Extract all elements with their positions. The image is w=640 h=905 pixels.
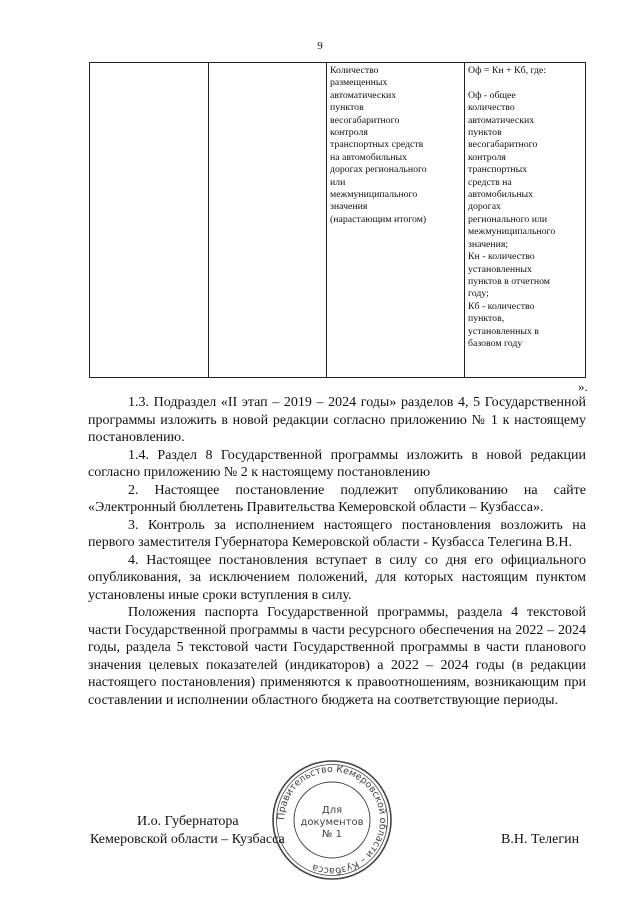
paragraph-2: 2. Настоящее постановление подлежит опубликованию на сайте «Электронный бюллетень Правительства Кемеровской области – Кузбасса».	[88, 482, 586, 515]
paragraph-provisions: Положения паспорта Государственной программы, раздела 4 текстовой части Государственной программы в части ресурсного обеспечения на 2022 – 2024 годы, раздела 5 текстовой части Государственной программы в части планового значения целевых показателей (индикаторов) а 2022 – 2024 годы (в редакции настоящего постановления) применяются к правоотношениям, возникающим при составлении и исполнении областного бюджета на соответствующие периоды.	[88, 605, 586, 708]
formula-line: регионального или	[468, 213, 548, 225]
indicator-line: весогабаритного	[330, 114, 400, 126]
signatory-position-line-1: И.о. Губернатора	[137, 814, 239, 829]
formula-line: контроля	[468, 151, 506, 163]
indicator-line: значения	[330, 201, 368, 213]
indicator-line: или	[330, 176, 346, 188]
formula-line: Оф - общее	[468, 89, 516, 101]
table-cell-empty-1	[90, 63, 209, 378]
stamp-ring-text: Правительство Кемеровской области – Кузбасса	[275, 763, 389, 877]
formula-line: средств на	[468, 176, 512, 188]
indicator-line: пунктов	[330, 102, 364, 114]
indicator-line: на автомобильных	[330, 151, 408, 163]
formula-line: автомобильных	[468, 189, 533, 201]
formula-line: пунктов,	[468, 313, 505, 325]
formula-line: дорогах	[468, 201, 501, 213]
formula-line: базовом году	[468, 337, 523, 349]
indicator-line: (нарастающим итогом)	[330, 213, 427, 225]
table-row	[90, 63, 586, 378]
table-cell-empty-2	[209, 63, 327, 378]
formula-line: установленных	[468, 263, 532, 275]
indicator-line: размещенных	[330, 77, 388, 89]
indicator-table	[89, 62, 586, 378]
document-body	[88, 394, 586, 709]
signatory-position-line-2: Кемеровской области – Кузбасса	[90, 832, 285, 847]
formula-line: установленных в	[468, 325, 539, 337]
indicator-line: Количество	[330, 65, 379, 76]
paragraph-1-3: 1.3. Подраздел «II этап – 2019 – 2024 годы» разделов 4, 5 Государственной программы изложить в новой редакции согласно приложению № 1 к настоящему постановлению.	[88, 395, 586, 445]
indicator-name-cell	[327, 63, 465, 378]
formula-line: пунктов в отчетном	[468, 275, 550, 287]
formula-line: значения;	[468, 238, 509, 250]
formula-cell	[465, 63, 586, 378]
formula-line	[468, 77, 582, 89]
formula-line: количество	[468, 102, 515, 114]
formula-line: автоматических	[468, 114, 535, 126]
formula-line: транспортных	[468, 164, 528, 176]
paragraph-3: 3. Контроль за исполнением настоящего постановления возложить на первого заместителя Губернатора Кемеровской области - Кузбасса Телегина В.Н.	[88, 517, 586, 550]
official-stamp	[270, 758, 394, 882]
formula-line: межмуниципального	[468, 226, 556, 238]
paragraph-1-4: 1.4. Раздел 8 Государственной программы изложить в новой редакции согласно приложению № 2 к настоящему постановлению	[88, 447, 586, 480]
paragraph-4: 4. Настоящее постановления вступает в силу со дня его официального опубликования, за исключением положений, для которых настоящим пунктом установлены иные сроки вступления в силу.	[88, 552, 586, 603]
signatory-name: В.Н. Телегин	[501, 832, 580, 847]
stamp-center-line-2: документов	[300, 817, 364, 828]
indicator-line: транспортных средств	[330, 139, 424, 151]
formula-line: Кб - количество	[468, 300, 535, 312]
page-number: 9	[317, 40, 323, 52]
formula-line: Кн - количество	[468, 251, 535, 263]
stamp-center-line-1: Для	[321, 805, 343, 816]
formula-line: весогабаритного	[468, 139, 538, 151]
formula-line: Оф = Кн + Кб, где:	[468, 65, 547, 76]
indicator-line: автоматических	[330, 89, 397, 101]
formula-line: пунктов	[468, 127, 502, 139]
closing-quote-mark: ».	[578, 379, 588, 394]
indicator-line: дорогах регионального	[330, 164, 427, 176]
indicator-line: контроля	[330, 127, 368, 139]
formula-line: году;	[468, 288, 489, 300]
indicator-line: межмуниципального	[330, 189, 418, 201]
stamp-center-line-3: № 1	[322, 829, 342, 840]
